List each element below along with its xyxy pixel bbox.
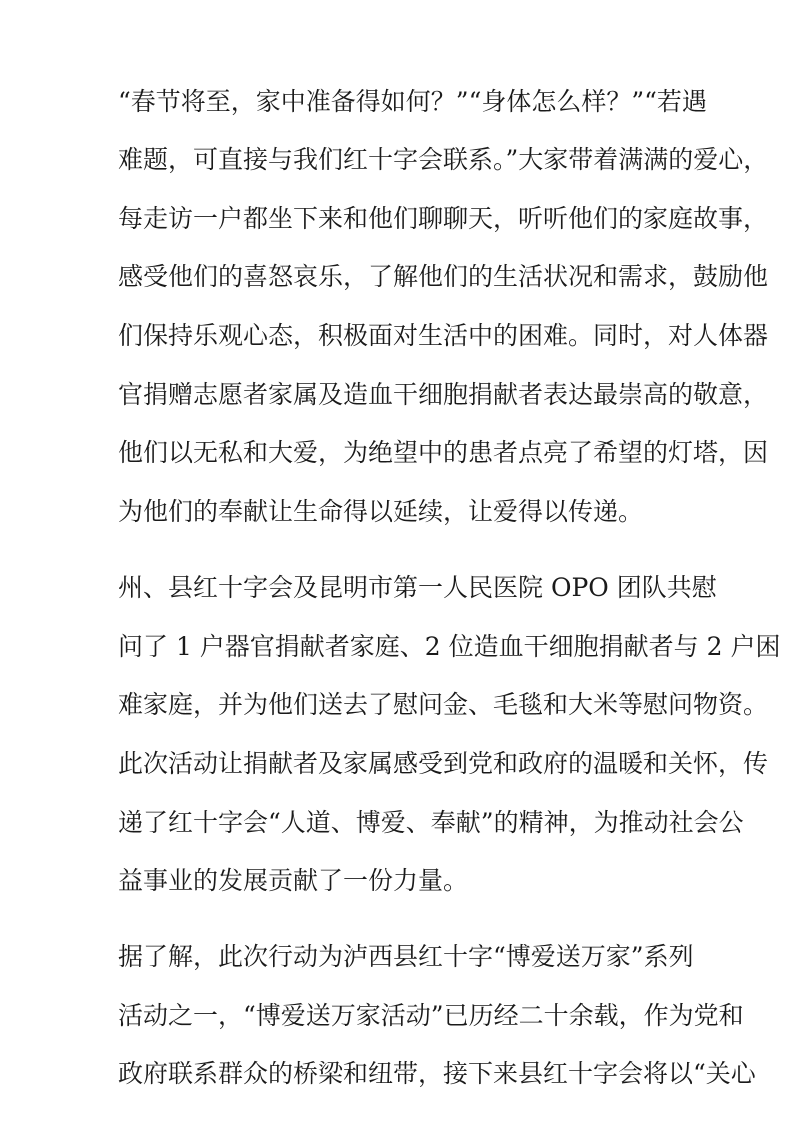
paragraph-1-line-3: [0, 201, 793, 237]
paragraph-1-line-7: [0, 435, 793, 471]
text-line: 为他们的奉献让生命得以延续，让爱得以传递。: [118, 497, 644, 526]
paragraph-1-line-4: [0, 259, 793, 295]
text-line: 政府联系群众的桥梁和纽带，接下来县红十字会将以“关心: [118, 1059, 756, 1088]
text-line: 难家庭，并为他们送去了慰问金、毛毯和大米等慰问物资。: [118, 690, 769, 719]
text-line: 每走访一户都坐下来和他们聊聊天，听听他们的家庭故事，: [118, 204, 769, 233]
text-line: 他们以无私和大爱，为绝望中的患者点亮了希望的灯塔，因: [118, 438, 769, 467]
text-line: 问了 1 户器官捐献者家庭、2 位造血干细胞捐献者与 2 户困: [118, 632, 781, 661]
paragraph-2-line-3: [0, 687, 793, 723]
text-line: 据了解，此次行动为泸西县红十字“博爱送万家”系列: [118, 942, 694, 971]
text-line: 难题，可直接与我们红十字会联系。”大家带着满满的爱心，: [118, 145, 769, 174]
text-line: 益事业的发展贡献了一份力量。: [118, 866, 469, 895]
paragraph-1-line-5: [0, 318, 793, 354]
text-line: 递了红十字会“人道、博爱、奉献”的精神，为推动社会公: [118, 808, 744, 837]
text-line: 官捐赠志愿者家属及造血干细胞捐献者表达最崇高的敬意，: [118, 380, 769, 409]
paragraph-1-line-1: [0, 84, 793, 120]
text-line: 们保持乐观心态，积极面对生活中的困难。同时，对人体器: [118, 321, 769, 350]
text-line: 感受他们的喜怒哀乐，了解他们的生活状况和需求，鼓励他: [118, 262, 769, 291]
text-line: 活动之一，“博爱送万家活动”已历经二十余载，作为党和: [118, 1001, 744, 1030]
paragraph-1-line-6: [0, 377, 793, 413]
paragraph-2-line-6: [0, 863, 793, 899]
paragraph-1-line-8: [0, 494, 793, 530]
paragraph-2-line-4: [0, 746, 793, 782]
paragraph-2-line-5: [0, 805, 793, 841]
paragraph-3-line-2: [0, 998, 793, 1034]
paragraph-2-line-2: [0, 629, 793, 665]
text-line: 此次活动让捐献者及家属感受到党和政府的温暖和关怀，传: [118, 749, 769, 778]
paragraph-3-line-1: [0, 939, 793, 975]
paragraph-1-line-2: [0, 142, 793, 178]
text-line: 州、县红十字会及昆明市第一人民医院 OPO 团队共慰: [118, 573, 717, 602]
paragraph-2-line-1: [0, 570, 793, 606]
paragraph-3-line-3: [0, 1056, 793, 1092]
text-line: “春节将至，家中准备得如何？”“身体怎么样？”“若遇: [118, 87, 707, 116]
